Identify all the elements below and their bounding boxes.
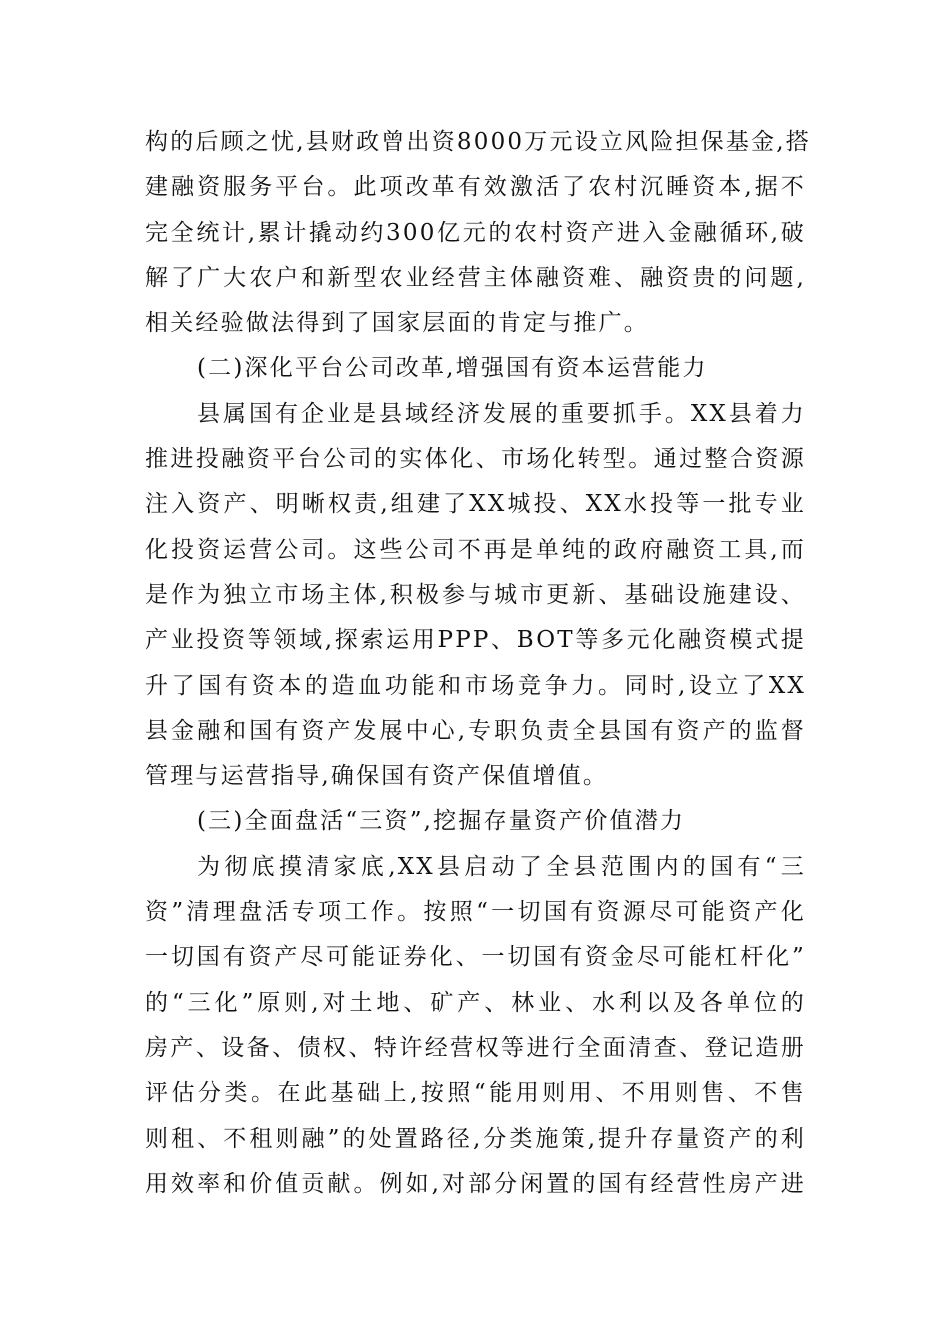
text-line: 推进投融资平台公司的实体化、市场化转型。通过整合资源 (145, 446, 806, 473)
text-line: 建融资服务平台。此项改革有效激活了农村沉睡资本,据不 (145, 174, 806, 201)
section-heading-2 (145, 346, 806, 391)
text-line: 房产、设备、债权、特许经营权等进行全面清查、登记造册 (145, 1034, 806, 1061)
text-line: 用效率和价值贡献。例如,对部分闲置的国有经营性房产进 (145, 1170, 806, 1197)
text-line: 一切国有资产尽可能证券化、一切国有资金尽可能杠杆化” (145, 944, 806, 971)
text-line: 化投资运营公司。这些公司不再是单纯的政府融资工具,而 (145, 536, 806, 563)
text-line: 管理与运营指导,确保国有资产保值增值。 (145, 763, 609, 790)
section-heading-3 (145, 799, 806, 844)
paragraph-platform-reform (145, 392, 806, 800)
text-line: 升了国有资本的造血功能和市场竞争力。同时,设立了XX (145, 672, 806, 699)
paragraph-continuation (145, 120, 811, 346)
heading-text: (三)全面盘活“三资”,挖掘存量资产价值潜力 (197, 808, 686, 835)
paragraph-three-assets (145, 845, 806, 1207)
text-line: 产业投资等领域,探索运用PPP、BOT等多元化融资模式提 (145, 627, 806, 654)
text-line: 相关经验做法得到了国家层面的肯定与推广。 (145, 310, 649, 337)
text-line: 的“三化”原则,对土地、矿产、林业、水利以及各单位的 (145, 989, 806, 1016)
text-line: 县金融和国有资产发展中心,专职负责全县国有资产的监督 (145, 717, 806, 744)
text-line: 完全统计,累计撬动约300亿元的农村资产进入金融循环,破 (145, 219, 806, 246)
heading-text: (二)深化平台公司改革,增强国有资本运营能力 (197, 355, 708, 382)
text-line: 则租、不租则融”的处置路径,分类施策,提升存量资产的利 (145, 1125, 806, 1152)
text-line: 为彻底摸清家底,XX县启动了全县范围内的国有“三 (197, 853, 806, 880)
text-line: 评估分类。在此基础上,按照“能用则用、不用则售、不售 (145, 1080, 806, 1107)
document-page (145, 120, 811, 1207)
text-line: 是作为独立市场主体,积极参与城市更新、基础设施建设、 (145, 581, 806, 608)
text-line: 资”清理盘活专项工作。按照“一切国有资源尽可能资产化 (145, 899, 806, 926)
text-line: 县属国有企业是县域经济发展的重要抓手。XX县着力 (197, 400, 806, 427)
text-line: 注入资产、明晰权责,组建了XX城投、XX水投等一批专业 (145, 491, 806, 518)
text-line: 解了广大农户和新型农业经营主体融资难、融资贵的问题, (145, 264, 806, 291)
text-line: 构的后顾之忧,县财政曾出资8000万元设立风险担保基金,搭 (145, 129, 811, 155)
